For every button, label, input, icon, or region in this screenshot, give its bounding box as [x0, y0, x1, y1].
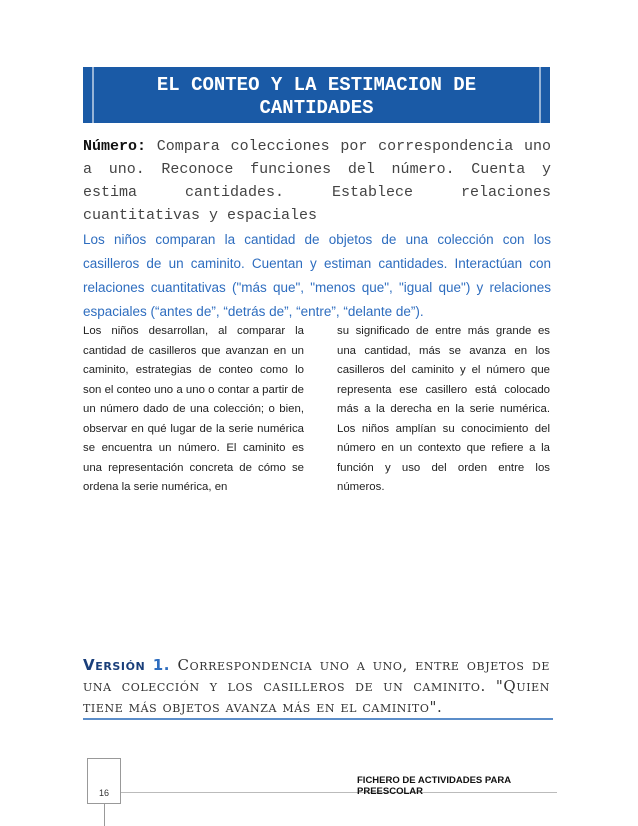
numero-label: Número:	[83, 138, 147, 155]
version-label: Versión	[83, 656, 146, 674]
footer-title: FICHERO DE ACTIVIDADES PARA PREESCOLAR	[357, 775, 511, 797]
numero-text: Compara colecciones por correspondencia uno a uno. Reconoce funciones del número. Cuenta y estima cantidades. Establece relaciones cuantitativas y espaciales	[83, 138, 551, 224]
version-underline	[83, 718, 553, 720]
title-line-2: CANTIDADES	[259, 97, 374, 119]
section-title	[83, 67, 550, 123]
page-number: 16	[98, 788, 109, 798]
right-column-text: su significado de entre más grande es una cantidad, más se avanza en los casilleros del caminito y el número que representa ese casillero está colocado más a la derecha en la serie numérica. Los niños amplían su conocimiento del número en un contexto que refiere a la función y uso del orden entre los números.	[337, 325, 550, 493]
version-number: 1.	[152, 656, 171, 674]
title-stripe-right	[539, 67, 541, 123]
version-heading	[83, 655, 550, 718]
numero-paragraph	[83, 135, 551, 227]
title-line-1: EL CONTEO Y LA ESTIMACION DE	[156, 74, 477, 96]
title-stripe-left	[92, 67, 94, 123]
page-number-line	[104, 804, 105, 826]
page-number-box	[87, 758, 121, 804]
left-column-text: Los niños desarrollan, al comparar la cantidad de casilleros que avanzan en un caminito, estrategias de conteo como lo son el conteo uno a uno o contar a partir de un número dado de una colección; o bien, observar en qué lugar de la serie numérica se encuentra un número. El caminito es una representación concreta de cómo se ordena la serie numérica, en	[83, 325, 304, 493]
version-text: Correspondencia uno a uno, entre objetos de una colección y los casilleros de un caminito. "Quien tiene más objetos avanza más en el caminito".	[83, 656, 550, 716]
intro-paragraph: Los niños comparan la cantidad de objetos de una colección con los casilleros de un caminito. Cuentan y estiman cantidades. Interactúan con relaciones cuantitativas ("más que", "menos que", "igual que") y relaciones espaciales (“antes de”, “detrás de”, “entre”, “delante de”).	[83, 232, 551, 319]
